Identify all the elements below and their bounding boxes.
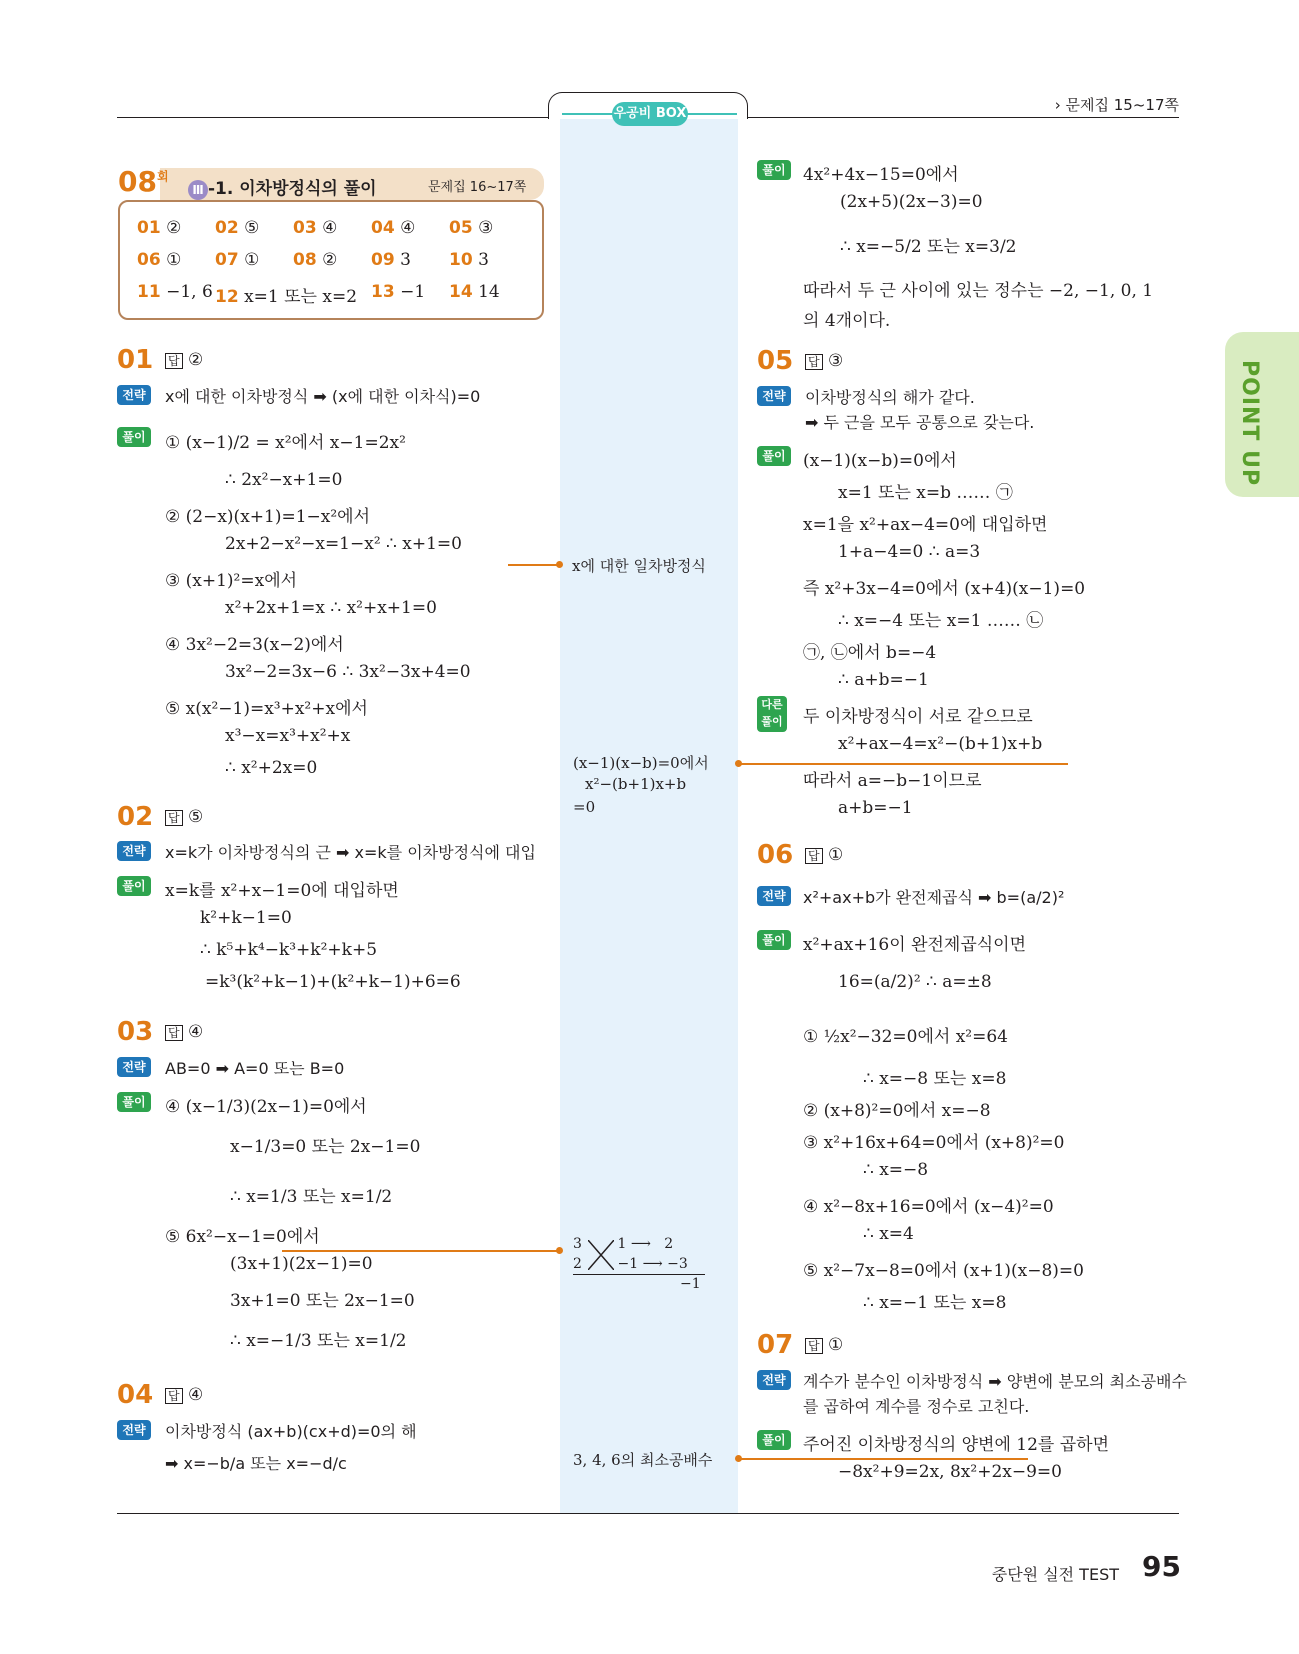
page-ref: › 문제집 15~17쪽	[1054, 96, 1179, 114]
solution-line: ③ (x+1)²=x에서	[165, 571, 298, 591]
page-number: 95	[1142, 1550, 1181, 1583]
solution-line: ∴ x=−8 또는 x=8	[863, 1069, 1007, 1089]
answer-14: 14 14	[449, 282, 500, 302]
question-number: 07	[757, 1330, 794, 1360]
solution-line: (2x+5)(2x−3)=0	[840, 192, 983, 212]
point-up-tab: POINT UP	[1225, 332, 1299, 497]
solution-line: 4x²+4x−15=0에서	[803, 165, 959, 185]
solution-tag: 풀이	[757, 1430, 791, 1450]
other-solution-tag: 다른 풀이	[757, 696, 787, 732]
solution-line: ∴ x=−4 또는 x=1 …… ㉡	[838, 611, 1044, 631]
answer-06: 06 ①	[137, 250, 182, 270]
solution-line: ∴ x=−8	[863, 1160, 929, 1180]
strategy-text: 계수가 분수인 이차방정식 ➡ 양변에 분모의 최소공배수	[803, 1372, 1187, 1391]
answer-mark: 답 ③	[805, 351, 843, 371]
answer-mark: 답 ①	[805, 845, 843, 865]
memo-note: (x−1)(x−b)=0에서	[573, 754, 709, 772]
solution-line: ∴ a+b=−1	[838, 670, 929, 690]
answer-mark: 답 ⑤	[165, 807, 203, 827]
solution-line: ④ (x−1/3)(2x−1)=0에서	[165, 1097, 367, 1117]
answer-13: 13 −1	[371, 282, 426, 302]
solution-line: 1+a−4=0 ∴ a=3	[838, 542, 981, 562]
memo-note: −1	[680, 1276, 701, 1292]
solution-line: x−1/3=0 또는 2x−1=0	[230, 1137, 421, 1157]
cross-multiply-icon	[588, 1240, 614, 1270]
solution-line: 3x²−2=3x−6 ∴ 3x²−3x+4=0	[225, 662, 471, 682]
solution-line: ∴ x=1/3 또는 x=1/2	[230, 1187, 393, 1207]
memo-badge: 우공비 BOX	[612, 102, 688, 126]
memo-note: =0	[573, 798, 596, 816]
answer-mark: 답 ②	[165, 350, 203, 370]
solution-line: ∴ 2x²−x+1=0	[225, 470, 343, 490]
strategy-text: 를 곱하여 계수를 정수로 고친다.	[803, 1397, 1030, 1416]
answer-03: 03 ④	[293, 218, 338, 238]
strategy-tag: 전략	[117, 841, 151, 861]
solution-line: k²+k−1=0	[200, 908, 292, 928]
memo-dot	[556, 561, 563, 568]
answer-mark: 답 ④	[165, 1385, 203, 1405]
solution-line: ③ x²+16x+64=0에서 (x+8)²=0	[803, 1133, 1065, 1153]
solution-tag: 풀이	[117, 876, 151, 896]
answer-12: 12 x=1 또는 x=2	[215, 287, 358, 307]
question-number: 06	[757, 840, 794, 870]
solution-line: a+b=−1	[838, 798, 913, 818]
solution-line: ∴ x=−1/3 또는 x=1/2	[230, 1331, 407, 1351]
solution-line: ② (x+8)²=0에서 x=−8	[803, 1101, 991, 1121]
answer-05: 05 ③	[449, 218, 494, 238]
solution-line: x²+ax+16이 완전제곱식이면	[803, 935, 1027, 955]
strategy-text: ➡ 두 근을 모두 공통으로 갖는다.	[805, 413, 1035, 432]
solution-line: ∴ x=4	[863, 1224, 914, 1244]
question-number: 05	[757, 346, 794, 376]
solution-line: ㉠, ㉡에서 b=−4	[803, 643, 937, 663]
solution-line: x²+2x+1=x ∴ x²+x+1=0	[225, 598, 437, 618]
solution-tag: 풀이	[117, 427, 151, 447]
section-badge: $08^회$	[118, 165, 169, 198]
solution-line: x=k를 x²+x−1=0에 대입하면	[165, 881, 399, 901]
chevron-right-icon: ›	[1054, 96, 1061, 114]
section-title: Ⅲ -1. 이차방정식의 풀이	[188, 174, 377, 200]
answer-11: 11 −1, 6	[137, 282, 213, 302]
memo-dot	[556, 1247, 563, 1254]
answer-mark: 답 ①	[805, 1335, 843, 1355]
strategy-tag: 전략	[117, 1057, 151, 1077]
strategy-text: AB=0 ➡ A=0 또는 B=0	[165, 1059, 345, 1078]
solution-line: ∴ x²+2x=0	[225, 758, 318, 778]
solution-line: 따라서 a=−b−1이므로	[803, 771, 982, 791]
question-number: 03	[117, 1017, 154, 1047]
strategy-tag: 전략	[117, 1420, 151, 1440]
solution-line: ④ x²−8x+16=0에서 (x−4)²=0	[803, 1197, 1054, 1217]
solution-line: ⑤ x(x²−1)=x³+x²+x에서	[165, 699, 368, 719]
solution-line: ② (2−x)(x+1)=1−x²에서	[165, 507, 371, 527]
solution-line: ∴ x=−5/2 또는 x=3/2	[840, 237, 1017, 257]
strategy-text: ➡ x=−b/a 또는 x=−d/c	[165, 1454, 347, 1473]
memo-note: 2 −1 ⟶ −3	[573, 1256, 688, 1272]
solution-line: =k³(k²+k−1)+(k²+k−1)+6=6	[205, 972, 461, 992]
solution-line: x=1 또는 x=b …… ㉠	[838, 483, 1013, 503]
memo-leader	[508, 564, 560, 566]
solution-line: ① ½x²−32=0에서 x²=64	[803, 1027, 1008, 1047]
strategy-text: 이차방정식 (ax+b)(cx+d)=0의 해	[165, 1422, 417, 1441]
solution-line: 두 이차방정식이 서로 같으므로	[803, 707, 1033, 727]
memo-leader	[738, 1458, 1028, 1460]
solution-line: ∴ x=−1 또는 x=8	[863, 1293, 1007, 1313]
strategy-tag: 전략	[117, 385, 151, 405]
memo-leader	[282, 1250, 560, 1252]
solution-line: 2x+2−x²−x=1−x² ∴ x+1=0	[225, 534, 462, 554]
solution-line: 즉 x²+3x−4=0에서 (x+4)(x−1)=0	[803, 579, 1086, 599]
strategy-text: x에 대한 이차방정식 ➡ (x에 대한 이차식)=0	[165, 387, 481, 406]
strategy-text: x²+ax+b가 완전제곱식 ➡ b=(a/2)²	[803, 888, 1065, 907]
footer-text: 중단원 실전 TEST	[991, 1565, 1119, 1584]
solution-line: x²+ax−4=x²−(b+1)x+b	[838, 734, 1043, 754]
memo-dot	[735, 1455, 742, 1462]
answer-mark: 답 ④	[165, 1022, 203, 1042]
answer-04: 04 ④	[371, 218, 416, 238]
strategy-tag: 전략	[757, 1370, 791, 1390]
solution-line: 주어진 이차방정식의 양변에 12를 곱하면	[803, 1435, 1109, 1455]
memo-divider	[573, 1274, 705, 1275]
strategy-tag: 전략	[757, 886, 791, 906]
memo-note: x에 대한 일차방정식	[572, 557, 706, 575]
strategy-text: x=k가 이차방정식의 근 ➡ x=k를 이차방정식에 대입	[165, 843, 536, 862]
answer-09: 09 3	[371, 250, 411, 270]
strategy-text: 이차방정식의 해가 같다.	[805, 388, 975, 407]
solution-line: x³−x=x³+x²+x	[225, 726, 351, 746]
footer-rule	[117, 1513, 1179, 1514]
section-ref: 문제집 16~17쪽	[428, 180, 527, 195]
solution-line: (3x+1)(2x−1)=0	[230, 1254, 373, 1274]
solution-tag: 풀이	[757, 446, 791, 466]
memo-leader	[738, 763, 1068, 765]
solution-line: ∴ k⁵+k⁴−k³+k²+k+5	[200, 940, 378, 960]
solution-line: ⑤ 6x²−x−1=0에서	[165, 1227, 320, 1247]
solution-tag: 풀이	[117, 1092, 151, 1112]
answer-01: 01 ②	[137, 218, 182, 238]
solution-line: ⑤ x²−7x−8=0에서 (x+1)(x−8)=0	[803, 1261, 1084, 1281]
solution-tag: 풀이	[757, 160, 791, 180]
memo-note: 3 1 ⟶ 2	[573, 1236, 674, 1252]
memo-note: x²−(b+1)x+b	[585, 775, 687, 793]
solution-line: 의 4개이다.	[803, 311, 891, 331]
answer-07: 07 ①	[215, 250, 260, 270]
solution-tag: 풀이	[757, 930, 791, 950]
solution-line: ① (x−1)/2 = x²에서 x−1=2x²	[165, 433, 406, 453]
solution-line: 따라서 두 근 사이에 있는 정수는 −2, −1, 0, 1	[803, 281, 1154, 301]
solution-line: 3x+1=0 또는 2x−1=0	[230, 1291, 415, 1311]
answer-10: 10 3	[449, 250, 489, 270]
solution-line: (x−1)(x−b)=0에서	[803, 451, 957, 471]
solution-line: 16=(a/2)² ∴ a=±8	[838, 972, 992, 992]
question-number: 01	[117, 345, 154, 375]
memo-note: 3, 4, 6의 최소공배수	[573, 1451, 713, 1469]
solution-line: x=1을 x²+ax−4=0에 대입하면	[803, 515, 1048, 535]
answer-02: 02 ⑤	[215, 218, 260, 238]
strategy-tag: 전략	[757, 386, 791, 406]
answer-08: 08 ②	[293, 250, 338, 270]
question-number: 02	[117, 802, 154, 832]
solution-line: −8x²+9=2x, 8x²+2x−9=0	[838, 1462, 1062, 1482]
question-number: 04	[117, 1380, 154, 1410]
solution-line: ④ 3x²−2=3(x−2)에서	[165, 635, 344, 655]
